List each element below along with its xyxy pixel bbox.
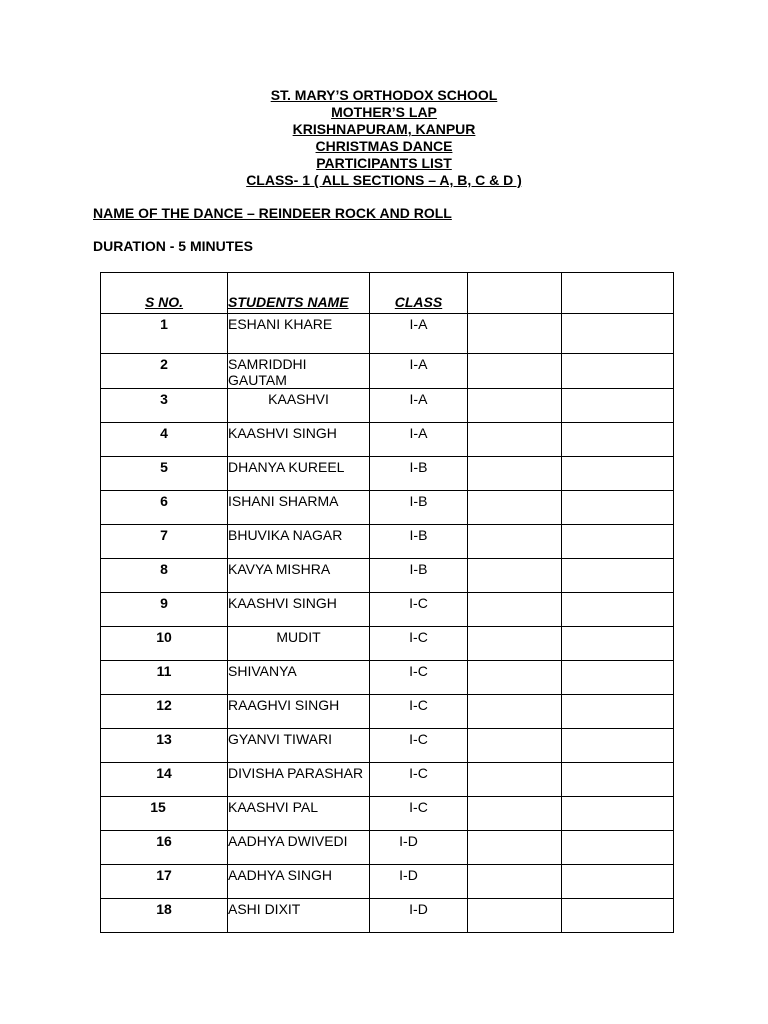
row-class-text: I-D: [409, 901, 428, 917]
row-sno-text: 14: [156, 765, 172, 781]
row-empty-cell-1: [468, 593, 562, 627]
row-sno-text: 16: [156, 833, 172, 849]
row-class: [370, 831, 468, 865]
row-student-name-text: KAASHVI PAL: [228, 799, 319, 815]
row-sno: [101, 354, 228, 389]
row-class-text: I-A: [409, 425, 428, 441]
school-name: ST. MARY’S ORTHODOX SCHOOL: [270, 87, 498, 103]
row-student-name: [228, 559, 370, 593]
school-branch: MOTHER’S LAP: [331, 104, 437, 120]
table-row: [101, 389, 674, 423]
header-class: CLASS: [370, 273, 468, 314]
row-sno: [101, 695, 228, 729]
row-student-name-text: MUDIT: [276, 629, 321, 645]
table-row: [101, 899, 674, 933]
row-sno: [101, 763, 228, 797]
row-empty-cell-2: [562, 729, 674, 763]
row-student-name-text: ESHANI KHARE: [228, 316, 333, 332]
row-class-text: I-C: [409, 663, 428, 679]
row-sno: [101, 899, 228, 933]
row-class: [370, 729, 468, 763]
row-sno: [101, 797, 228, 831]
row-student-name-text: SAMRIDDHI GAUTAM: [228, 356, 307, 388]
row-student-name: [228, 695, 370, 729]
table-row: [101, 525, 674, 559]
row-empty-cell-2: [562, 423, 674, 457]
event-name: CHRISTMAS DANCE: [315, 138, 453, 154]
row-empty-cell-2: [562, 354, 674, 389]
row-class: [370, 525, 468, 559]
row-class: [370, 423, 468, 457]
row-class: [370, 389, 468, 423]
row-student-name-text: RAAGHVI SINGH: [228, 697, 340, 713]
row-empty-cell-2: [562, 865, 674, 899]
row-sno-text: 12: [156, 697, 172, 713]
table-row: [101, 457, 674, 491]
list-title: PARTICIPANTS LIST: [316, 155, 452, 171]
row-class-text: I-D: [399, 833, 418, 849]
row-class-text: I-C: [409, 595, 428, 611]
header-empty-1: [468, 273, 562, 314]
row-student-name: [228, 423, 370, 457]
row-class-text: I-B: [409, 493, 428, 509]
row-class-text: I-B: [409, 459, 428, 475]
row-class: [370, 354, 468, 389]
row-sno: [101, 457, 228, 491]
row-empty-cell-2: [562, 661, 674, 695]
dance-name: NAME OF THE DANCE – REINDEER ROCK AND ROLL: [93, 205, 452, 221]
row-empty-cell-1: [468, 763, 562, 797]
header-empty-2: [562, 273, 674, 314]
row-sno-text: 1: [160, 316, 168, 332]
row-empty-cell-1: [468, 661, 562, 695]
row-empty-cell-2: [562, 899, 674, 933]
row-class: [370, 314, 468, 354]
row-sno: [101, 831, 228, 865]
row-empty-cell-2: [562, 763, 674, 797]
row-sno-text: 17: [156, 867, 172, 883]
row-class-text: I-C: [409, 731, 428, 747]
row-empty-cell-1: [468, 899, 562, 933]
row-empty-cell-2: [562, 593, 674, 627]
row-empty-cell-2: [562, 695, 674, 729]
row-class: [370, 899, 468, 933]
row-empty-cell-1: [468, 423, 562, 457]
row-student-name-text: SHIVANYA: [228, 663, 297, 679]
row-class: [370, 457, 468, 491]
row-student-name-text: AADHYA DWIVEDI: [228, 833, 348, 849]
row-sno-text: 11: [156, 663, 172, 679]
table-row: [101, 729, 674, 763]
row-class-text: I-C: [409, 697, 428, 713]
header-students-name: STUDENTS NAME: [228, 273, 370, 314]
row-sno-text: 10: [156, 629, 172, 645]
table-row: [101, 763, 674, 797]
row-student-name-text: ASHI DIXIT: [228, 901, 301, 917]
row-empty-cell-2: [562, 389, 674, 423]
row-student-name: [228, 865, 370, 899]
row-class: [370, 491, 468, 525]
row-empty-cell-2: [562, 314, 674, 354]
row-sno-text: 13: [156, 731, 172, 747]
row-student-name: [228, 797, 370, 831]
row-sno-text: 15: [150, 799, 166, 815]
table-row: [101, 831, 674, 865]
row-student-name-text: BHUVIKA NAGAR: [228, 527, 343, 543]
row-class: [370, 797, 468, 831]
table-row: [101, 559, 674, 593]
table-row: [101, 354, 674, 389]
participants-table: [100, 272, 674, 933]
table-row: [101, 865, 674, 899]
class-sections: CLASS- 1 ( ALL SECTIONS – A, B, C & D ): [246, 172, 522, 188]
row-sno-text: 5: [160, 459, 168, 475]
row-sno-text: 7: [160, 527, 168, 543]
row-sno-text: 2: [160, 356, 168, 372]
row-student-name: [228, 831, 370, 865]
row-class: [370, 661, 468, 695]
row-student-name: [228, 491, 370, 525]
row-student-name: [228, 354, 370, 389]
row-empty-cell-1: [468, 314, 562, 354]
row-empty-cell-1: [468, 491, 562, 525]
row-empty-cell-1: [468, 729, 562, 763]
row-sno: [101, 627, 228, 661]
row-class: [370, 865, 468, 899]
row-empty-cell-2: [562, 559, 674, 593]
row-student-name: [228, 593, 370, 627]
row-student-name: [228, 525, 370, 559]
row-class: [370, 763, 468, 797]
row-empty-cell-1: [468, 831, 562, 865]
row-class-text: I-C: [409, 629, 428, 645]
row-student-name-text: GYANVI TIWARI: [228, 731, 332, 747]
row-sno-text: 4: [160, 425, 168, 441]
row-class: [370, 593, 468, 627]
row-student-name: [228, 661, 370, 695]
row-student-name-text: DHANYA KUREEL: [228, 459, 345, 475]
row-sno: [101, 525, 228, 559]
row-sno: [101, 865, 228, 899]
table-row: [101, 314, 674, 354]
row-empty-cell-2: [562, 525, 674, 559]
table-row: [101, 491, 674, 525]
row-class-text: I-A: [409, 391, 428, 407]
row-class-text: I-C: [409, 799, 428, 815]
row-class: [370, 627, 468, 661]
row-sno-text: 18: [156, 901, 172, 917]
row-sno: [101, 661, 228, 695]
row-class-text: I-D: [399, 867, 418, 883]
row-student-name: [228, 899, 370, 933]
row-empty-cell-2: [562, 491, 674, 525]
row-sno-text: 8: [160, 561, 168, 577]
row-sno: [101, 423, 228, 457]
row-sno: [101, 593, 228, 627]
row-student-name: [228, 729, 370, 763]
row-sno-text: 6: [160, 493, 168, 509]
row-student-name: [228, 763, 370, 797]
row-sno: [101, 729, 228, 763]
row-empty-cell-2: [562, 831, 674, 865]
row-empty-cell-1: [468, 525, 562, 559]
table-row: [101, 661, 674, 695]
table-row: [101, 695, 674, 729]
row-sno: [101, 389, 228, 423]
row-sno: [101, 559, 228, 593]
dance-duration: DURATION - 5 MINUTES: [93, 238, 253, 254]
row-student-name-text: KAVYA MISHRA: [228, 561, 331, 577]
table-row: [101, 423, 674, 457]
row-student-name-text: ISHANI SHARMA: [228, 493, 339, 509]
header-sno: S NO.: [101, 273, 228, 314]
row-student-name: [228, 389, 370, 423]
row-empty-cell-2: [562, 627, 674, 661]
row-sno: [101, 491, 228, 525]
row-sno-text: 9: [160, 595, 168, 611]
row-class-text: I-A: [409, 356, 428, 372]
row-empty-cell-1: [468, 627, 562, 661]
row-class: [370, 695, 468, 729]
row-empty-cell-1: [468, 695, 562, 729]
row-class-text: I-A: [409, 316, 428, 332]
row-student-name: [228, 314, 370, 354]
row-class: [370, 559, 468, 593]
document-header: [0, 87, 768, 189]
row-student-name-text: KAASHVI SINGH: [228, 595, 337, 611]
table-row: [101, 627, 674, 661]
row-empty-cell-2: [562, 457, 674, 491]
row-empty-cell-1: [468, 865, 562, 899]
row-empty-cell-1: [468, 457, 562, 491]
table-row: [101, 593, 674, 627]
row-student-name-text: KAASHVI: [268, 391, 329, 407]
school-location: KRISHNAPURAM, KANPUR: [292, 121, 476, 137]
row-class-text: I-B: [409, 527, 428, 543]
row-student-name-text: DIVISHA PARASHAR: [228, 765, 364, 781]
row-empty-cell-1: [468, 389, 562, 423]
row-empty-cell-1: [468, 559, 562, 593]
table-row: [101, 797, 674, 831]
row-student-name: [228, 627, 370, 661]
row-sno-text: 3: [160, 391, 168, 407]
row-empty-cell-2: [562, 797, 674, 831]
row-class-text: I-B: [409, 561, 428, 577]
row-empty-cell-1: [468, 354, 562, 389]
row-student-name-text: AADHYA SINGH: [228, 867, 332, 883]
row-student-name: [228, 457, 370, 491]
table-header-row: [101, 273, 674, 314]
row-empty-cell-1: [468, 797, 562, 831]
row-class-text: I-C: [409, 765, 428, 781]
row-sno: [101, 314, 228, 354]
row-student-name-text: KAASHVI SINGH: [228, 425, 337, 441]
